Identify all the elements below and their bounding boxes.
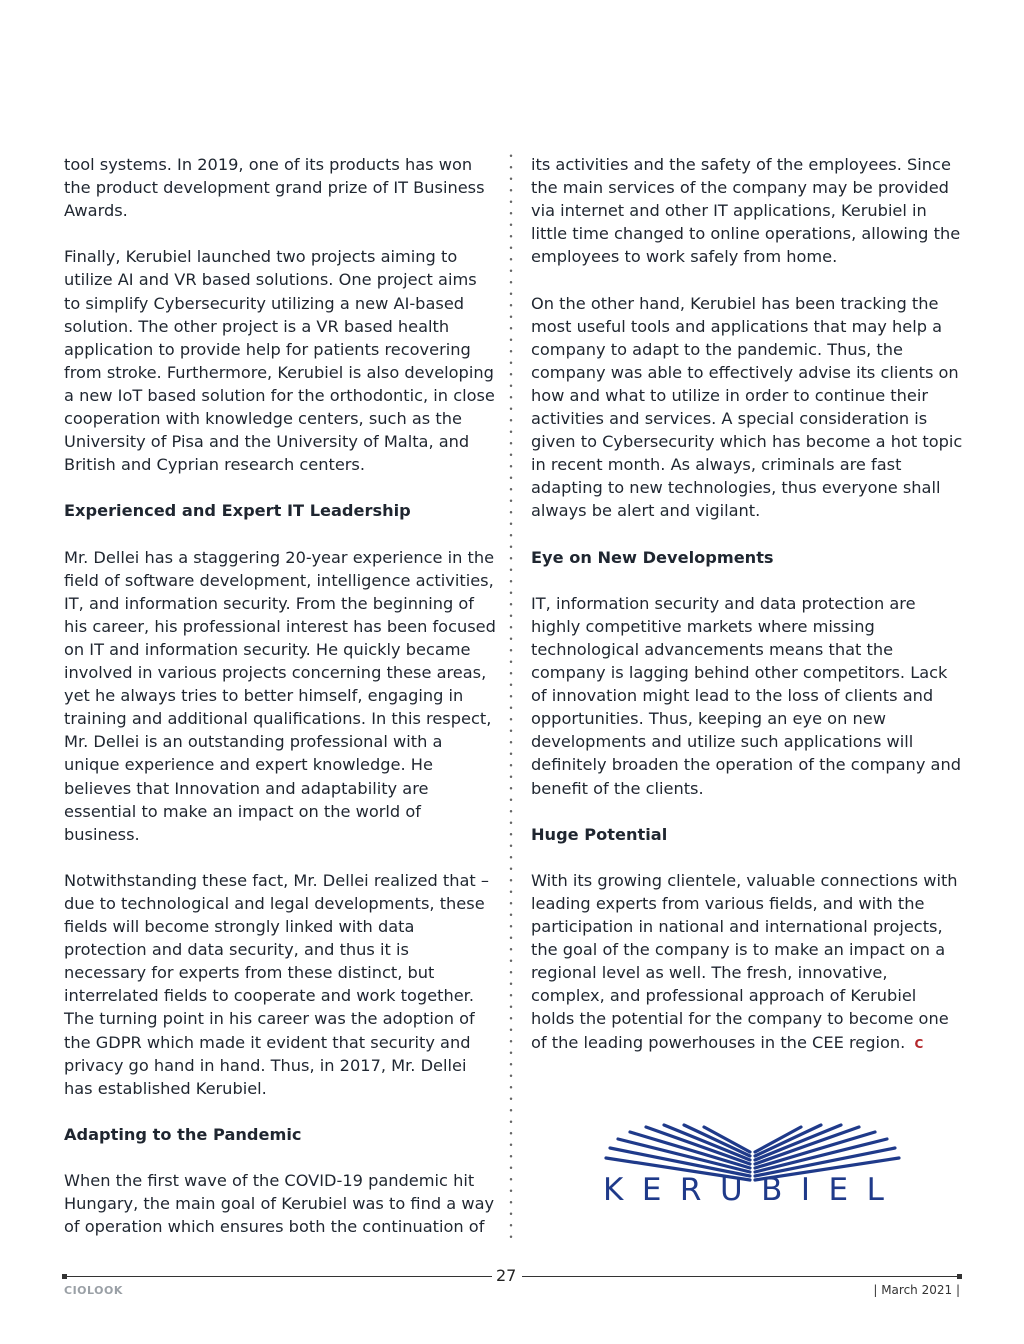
footer-dot — [62, 1274, 67, 1279]
page-number: 27 — [496, 1266, 517, 1285]
right-column — [531, 153, 963, 1056]
left-column — [64, 153, 496, 1238]
paragraph: IT, information security and data protection are highly competitive markets where missing technological advancements means that the company is lagging behind other competitors. Lack of innovation might lead to the loss of clients and opportunities. Thus, keeping an eye on new developments and utilize such applications will definitely broaden the operation of the company and benefit of the clients. — [531, 593, 961, 798]
section-heading: Adapting to the Pandemic — [64, 1124, 302, 1144]
section-heading: Huge Potential — [531, 824, 668, 844]
footer-rule — [64, 1276, 492, 1277]
paragraph — [531, 869, 963, 1056]
paragraph: its activities and the safety of the employees. Since the main services of the company may be provided via internet and other IT applications, Kerubiel in little time changed to online operations, allowing the employees to work safely from home. — [531, 155, 961, 267]
footer-dot — [957, 1274, 962, 1279]
end-mark-icon: C — [914, 1036, 924, 1051]
paragraph: Finally, Kerubiel launched two projects aiming to utilize AI and VR based solutions. One project aims to simplify Cybersecurity utilizing a new AI-based solution. The other project is a VR based health application to provide help for patients recovering from stroke. Furthermore, Kerubiel is also developing a new IoT based solution for the orthodontic, in close cooperation with knowledge centers, such as the University of Pisa and the University of Malta, and British and Cyprian research centers. — [64, 247, 495, 475]
section-heading: Experienced and Expert IT Leadership — [64, 501, 411, 521]
kerubiel-logo-text: KERUBIEL — [603, 1172, 903, 1208]
paragraph-text: With its growing clientele, valuable connections with leading experts from various fields, and with the participation in national and international projects, the goal of the company is to make an impact on a regional level as well. The fresh, innovative, complex, and professional approach of Kerubiel holds the potential for the company to become one of the leading powerhouses in the CEE region. — [531, 870, 958, 1052]
section-heading: Eye on New Developments — [531, 547, 774, 567]
paragraph: When the first wave of the COVID-19 pandemic hit Hungary, the main goal of Kerubiel was to find a way of operation which ensures both the continuation of — [64, 1171, 495, 1237]
paragraph: Mr. Dellei has a staggering 20-year experience in the field of software development, intelligence activities, IT, and information security. From the beginning of his career, his professional interest has been focused on IT and information security. He quickly became involved in various projects concerning these areas, yet he always tries to better himself, engaging in training and additional qualifications. In this respect, Mr. Dellei is an outstanding professional with a unique experience and expert knowledge. He believes that Innovation and adaptability are essential to make an impact on the world of business. — [64, 547, 496, 844]
paragraph: tool systems. In 2019, one of its products has won the product development grand prize of IT Business Awards. — [64, 155, 485, 221]
magazine-brand: CIOLOOK — [64, 1284, 123, 1297]
paragraph: Notwithstanding these fact, Mr. Dellei realized that – due to technological and legal developments, these fields will become strongly linked with data protection and data security, and thus it is necessary for experts from these distinct, but interrelated fields to cooperate and work together. The turning point in his career was the adoption of the GDPR which made it evident that security and privacy go hand in hand. Thus, in 2017, Mr. Dellei has established Kerubiel. — [64, 870, 489, 1098]
paragraph: On the other hand, Kerubiel has been tracking the most useful tools and applications that may help a company to adapt to the pandemic. Thus, the company was able to effectively advise its clients on how and what to utilize in order to continue their activities and services. A special consideration is given to Cybersecurity which has become a hot topic in recent month. As always, criminals are fast adapting to new technologies, thus everyone shall always be alert and vigilant. — [531, 293, 963, 521]
issue-date: | March 2021 | — [873, 1283, 960, 1297]
column-divider — [509, 150, 513, 1244]
footer-rule — [522, 1276, 960, 1277]
